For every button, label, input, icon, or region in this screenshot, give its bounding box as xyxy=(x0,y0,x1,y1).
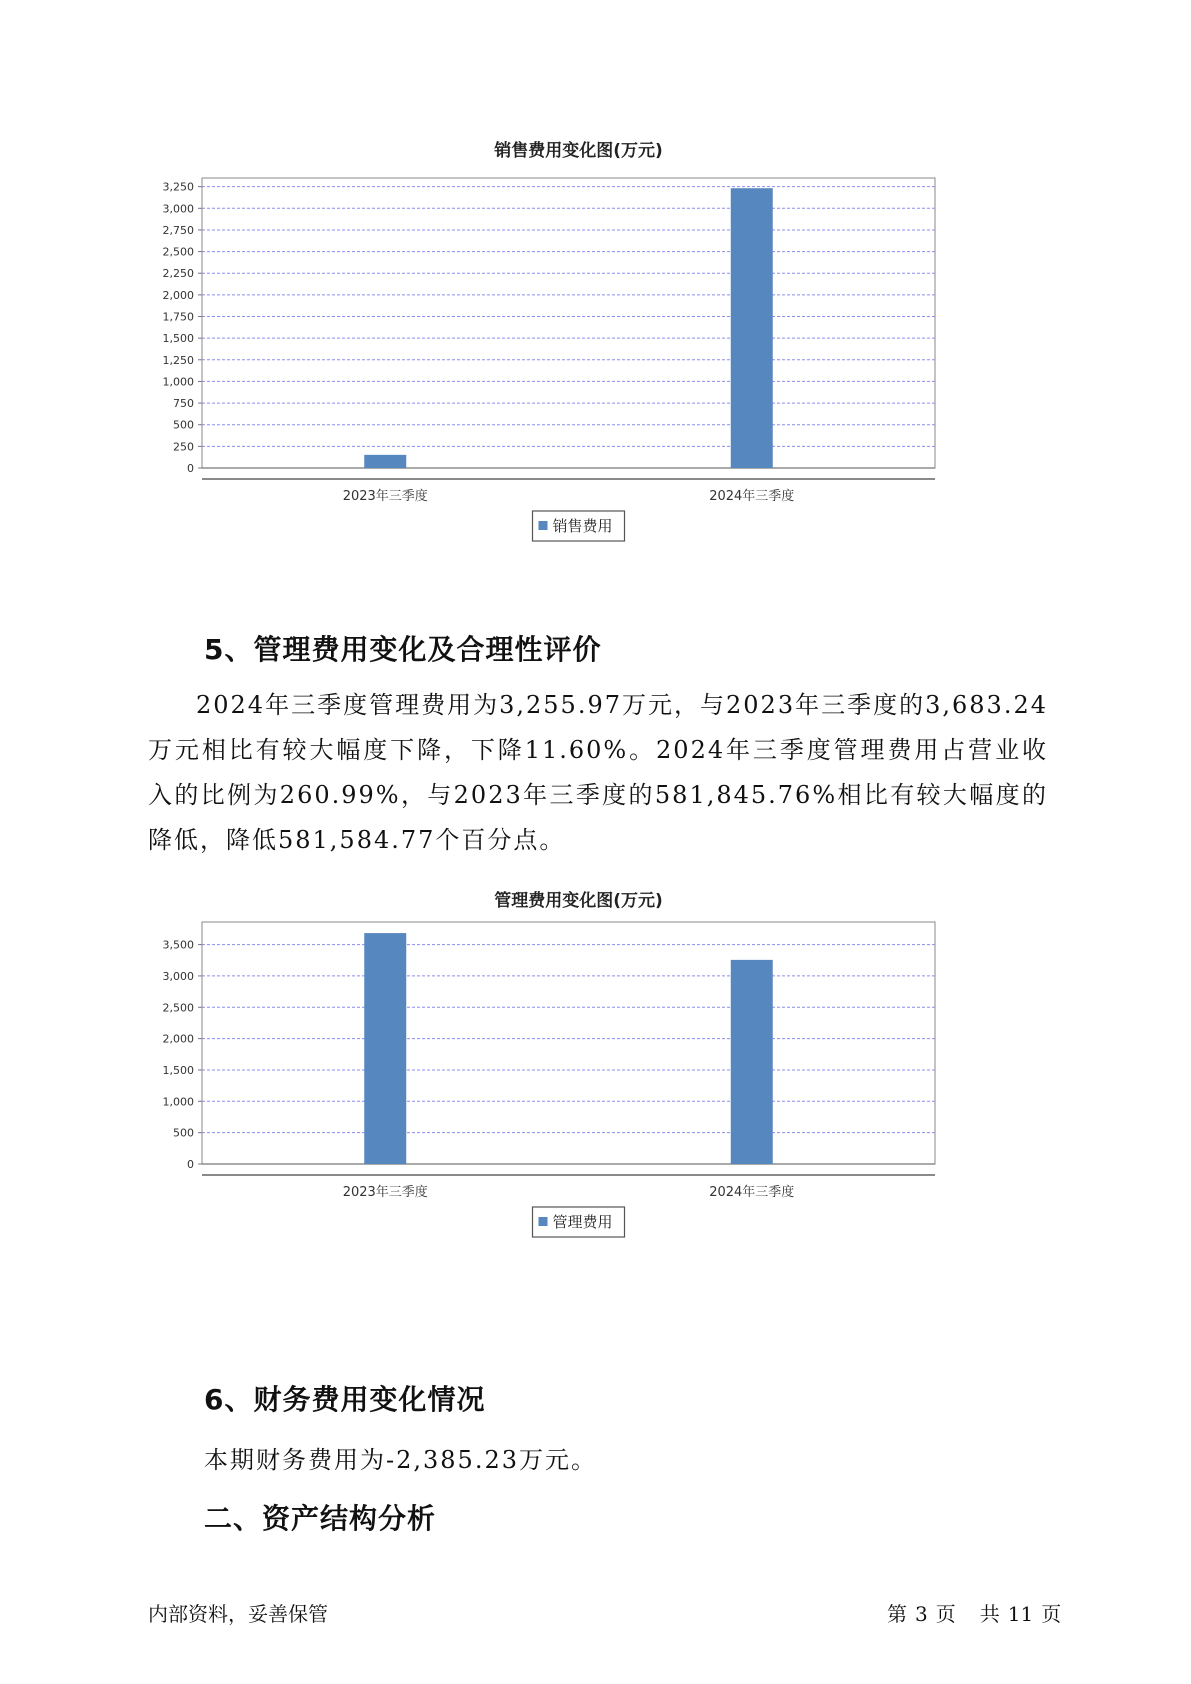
section-6-heading: 6、财务费用变化情况 xyxy=(204,1383,486,1416)
legend-swatch xyxy=(539,521,548,530)
legend-label: 管理费用 xyxy=(552,1213,613,1231)
footer-confidential-note: 内部资料，妥善保管 xyxy=(148,1602,328,1626)
bar xyxy=(364,933,406,1164)
footer-page-number: 3 xyxy=(915,1602,928,1626)
y-tick-label: 2,000 xyxy=(162,1032,194,1046)
x-tick-label: 2024年三季度 xyxy=(709,489,795,504)
bar xyxy=(731,188,773,468)
x-tick-label: 2023年三季度 xyxy=(342,1185,428,1200)
section-5-paragraph-text: 2024年三季度管理费用为3,255.97万元，与2023年三季度的3,683.24万元相比有较大幅度下降，下降11.60%。2024年三季度管理费用占营业收入的比例为260.99%，与2023年三季度的581,845.76%相比有较大幅度的降低，降低581,584.77个百分点。 xyxy=(148,691,1048,854)
y-tick-label: 3,000 xyxy=(162,202,194,216)
y-tick-label: 1,500 xyxy=(162,332,194,346)
y-tick-label: 500 xyxy=(173,418,194,432)
footer-total-label-2: 页 xyxy=(1041,1602,1062,1626)
chart-title: 销售费用变化图(万元) xyxy=(494,141,663,161)
y-tick-label: 2,500 xyxy=(162,1001,194,1015)
plot-area xyxy=(202,922,935,1164)
y-tick-label: 500 xyxy=(173,1126,194,1140)
admin-expense-chart-svg xyxy=(140,880,1040,1305)
footer-page-label-2: 页 xyxy=(935,1602,956,1626)
footer-total-pages: 11 xyxy=(1007,1602,1034,1626)
y-tick-label: 750 xyxy=(173,397,194,411)
x-tick-label: 2024年三季度 xyxy=(709,1185,795,1200)
footer-page-label-1: 第 xyxy=(887,1602,907,1626)
section-5-paragraph xyxy=(148,683,1048,863)
y-tick-label: 1,000 xyxy=(162,1095,194,1109)
x-tick-label: 2023年三季度 xyxy=(342,489,428,504)
section-2-heading: 二、资产结构分析 xyxy=(204,1502,437,1535)
y-tick-label: 3,500 xyxy=(162,938,194,952)
y-tick-label: 2,000 xyxy=(162,288,194,302)
admin-expense-chart xyxy=(140,880,1040,1305)
y-tick-label: 0 xyxy=(187,462,194,475)
y-tick-label: 0 xyxy=(187,1158,194,1171)
y-tick-label: 2,750 xyxy=(162,223,194,237)
y-tick-label: 3,000 xyxy=(162,969,194,983)
bar xyxy=(364,455,406,468)
y-tick-label: 1,250 xyxy=(162,353,194,367)
section-6-text: 本期财务费用为-2,385.23万元。 xyxy=(204,1446,597,1474)
y-tick-label: 3,250 xyxy=(162,180,194,194)
footer-total-label-1: 共 xyxy=(979,1602,1000,1626)
legend-label: 销售费用 xyxy=(552,517,613,535)
y-tick-label: 1,750 xyxy=(162,310,194,324)
legend-swatch xyxy=(539,1217,548,1226)
y-tick-label: 2,250 xyxy=(162,267,194,281)
sales-expense-chart xyxy=(140,130,1040,550)
section-5-heading: 5、管理费用变化及合理性评价 xyxy=(204,633,602,666)
y-tick-label: 250 xyxy=(173,440,194,454)
sales-expense-chart-svg xyxy=(140,130,1040,550)
y-tick-label: 2,500 xyxy=(162,245,194,259)
chart-title: 管理费用变化图(万元) xyxy=(494,891,663,911)
footer-page-info xyxy=(887,1598,1069,1627)
y-tick-label: 1,500 xyxy=(162,1063,194,1077)
y-tick-label: 1,000 xyxy=(162,375,194,389)
bar xyxy=(731,960,773,1164)
